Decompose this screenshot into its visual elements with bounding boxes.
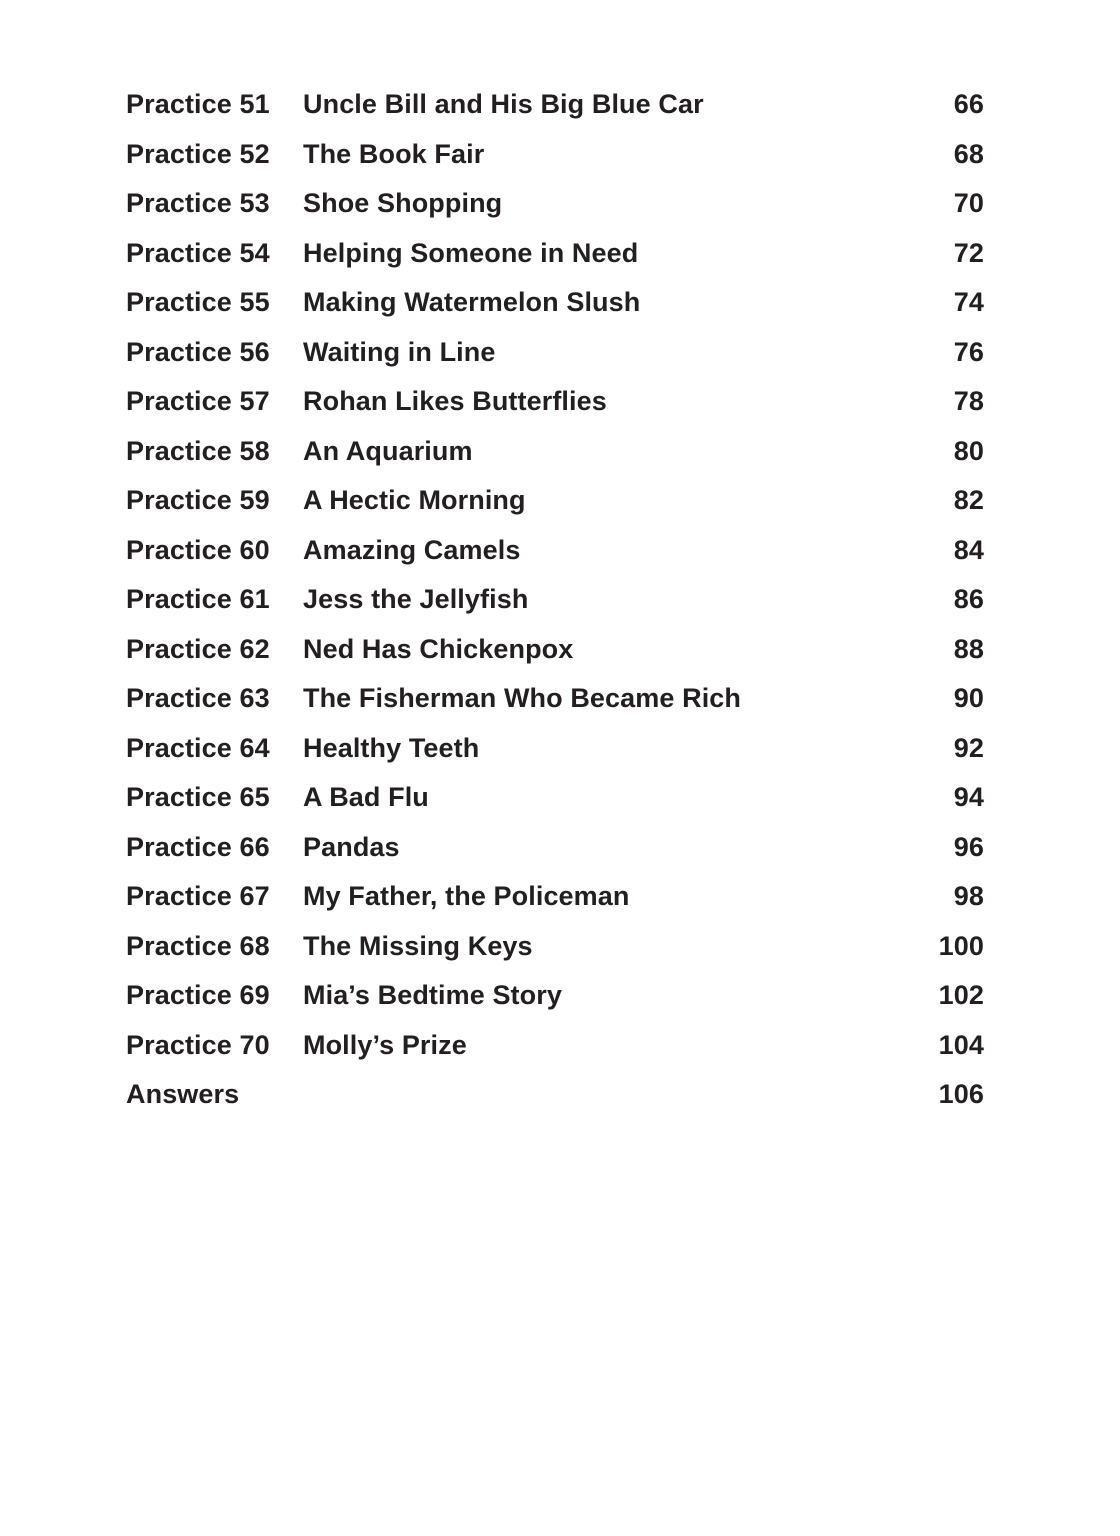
toc-row-label: Practice 64 — [126, 732, 270, 763]
toc-row-title: Shoe Shopping — [303, 188, 503, 219]
toc-row-title: Uncle Bill and His Big Blue Car — [303, 89, 704, 120]
toc-row-title: The Missing Keys — [303, 930, 533, 961]
toc-row-page-number: 90 — [953, 683, 984, 714]
toc-row-label: Practice 68 — [126, 930, 270, 961]
toc-row-practice-66[interactable] — [126, 823, 984, 873]
toc-row-answers[interactable] — [126, 1070, 984, 1120]
toc-row-title: Amazing Camels — [303, 534, 521, 565]
toc-row-label: Practice 54 — [126, 237, 270, 268]
toc-row-page-number: 70 — [953, 188, 984, 219]
toc-row-title: Pandas — [303, 831, 400, 862]
toc-row-title: Jess the Jellyfish — [303, 584, 529, 615]
toc-row-label: Practice 52 — [126, 138, 270, 169]
toc-row-title: A Bad Flu — [303, 782, 429, 813]
toc-row-practice-52[interactable] — [126, 130, 984, 180]
toc-row-practice-56[interactable] — [126, 328, 984, 378]
toc-row-page-number: 96 — [953, 831, 984, 862]
toc-row-practice-60[interactable] — [126, 526, 984, 576]
toc-row-page-number: 68 — [953, 138, 984, 169]
toc-row-practice-65[interactable] — [126, 773, 984, 823]
toc-row-page-number: 78 — [953, 386, 984, 417]
toc-row-page-number: 100 — [938, 930, 984, 961]
toc-row-page-number: 76 — [953, 336, 984, 367]
toc-row-label: Practice 53 — [126, 188, 270, 219]
toc-row-title: Waiting in Line — [303, 336, 496, 367]
toc-row-practice-51[interactable] — [126, 80, 984, 130]
toc-row-title: Making Watermelon Slush — [303, 287, 641, 318]
toc-row-practice-64[interactable] — [126, 724, 984, 774]
toc-row-label: Practice 57 — [126, 386, 270, 417]
toc-row-practice-53[interactable] — [126, 179, 984, 229]
toc-row-practice-54[interactable] — [126, 229, 984, 279]
toc-row-label: Practice 69 — [126, 980, 270, 1011]
toc-row-title: Healthy Teeth — [303, 732, 480, 763]
toc-row-label: Practice 63 — [126, 683, 270, 714]
toc-row-page-number: 88 — [953, 633, 984, 664]
toc-row-practice-63[interactable] — [126, 674, 984, 724]
toc-row-practice-62[interactable] — [126, 625, 984, 675]
toc-row-title: My Father, the Policeman — [303, 881, 630, 912]
toc-row-practice-58[interactable] — [126, 427, 984, 477]
toc-row-title: Helping Someone in Need — [303, 237, 639, 268]
toc-row-label: Practice 51 — [126, 89, 270, 120]
toc-row-label: Practice 67 — [126, 881, 270, 912]
toc-row-label: Practice 58 — [126, 435, 270, 466]
toc-row-practice-55[interactable] — [126, 278, 984, 328]
toc-row-title: Molly’s Prize — [303, 1029, 467, 1060]
toc-row-page-number: 106 — [938, 1079, 984, 1110]
toc-row-page-number: 74 — [953, 287, 984, 318]
toc-row-title: Mia’s Bedtime Story — [303, 980, 562, 1011]
toc-row-title: The Book Fair — [303, 138, 485, 169]
toc-row-page-number: 84 — [953, 534, 984, 565]
toc-row-label: Practice 62 — [126, 633, 270, 664]
toc-row-practice-70[interactable] — [126, 1021, 984, 1071]
toc-row-practice-69[interactable] — [126, 971, 984, 1021]
toc-row-label: Practice 59 — [126, 485, 270, 516]
toc-row-page-number: 80 — [953, 435, 984, 466]
toc-row-page-number: 86 — [953, 584, 984, 615]
toc-row-title: Ned Has Chickenpox — [303, 633, 574, 664]
toc-row-label: Practice 66 — [126, 831, 270, 862]
toc-row-title: The Fisherman Who Became Rich — [303, 683, 741, 714]
toc-row-page-number: 66 — [953, 89, 984, 120]
toc-row-practice-57[interactable] — [126, 377, 984, 427]
toc-row-practice-68[interactable] — [126, 922, 984, 972]
toc-row-label: Practice 55 — [126, 287, 270, 318]
toc-row-label: Practice 70 — [126, 1029, 270, 1060]
table-of-contents — [126, 80, 984, 1120]
toc-row-page-number: 98 — [953, 881, 984, 912]
toc-row-page-number: 72 — [953, 237, 984, 268]
toc-row-label: Practice 61 — [126, 584, 270, 615]
toc-row-label: Practice 65 — [126, 782, 270, 813]
toc-row-practice-59[interactable] — [126, 476, 984, 526]
toc-row-page-number: 104 — [938, 1029, 984, 1060]
toc-row-title: A Hectic Morning — [303, 485, 526, 516]
toc-row-title: Rohan Likes Butterflies — [303, 386, 607, 417]
toc-row-label: Practice 60 — [126, 534, 270, 565]
toc-row-practice-61[interactable] — [126, 575, 984, 625]
toc-row-page-number: 82 — [953, 485, 984, 516]
toc-row-label: Answers — [126, 1079, 240, 1110]
toc-row-page-number: 92 — [953, 732, 984, 763]
toc-row-page-number: 102 — [938, 980, 984, 1011]
toc-row-practice-67[interactable] — [126, 872, 984, 922]
toc-row-page-number: 94 — [953, 782, 984, 813]
toc-row-title: An Aquarium — [303, 435, 473, 466]
toc-row-label: Practice 56 — [126, 336, 270, 367]
